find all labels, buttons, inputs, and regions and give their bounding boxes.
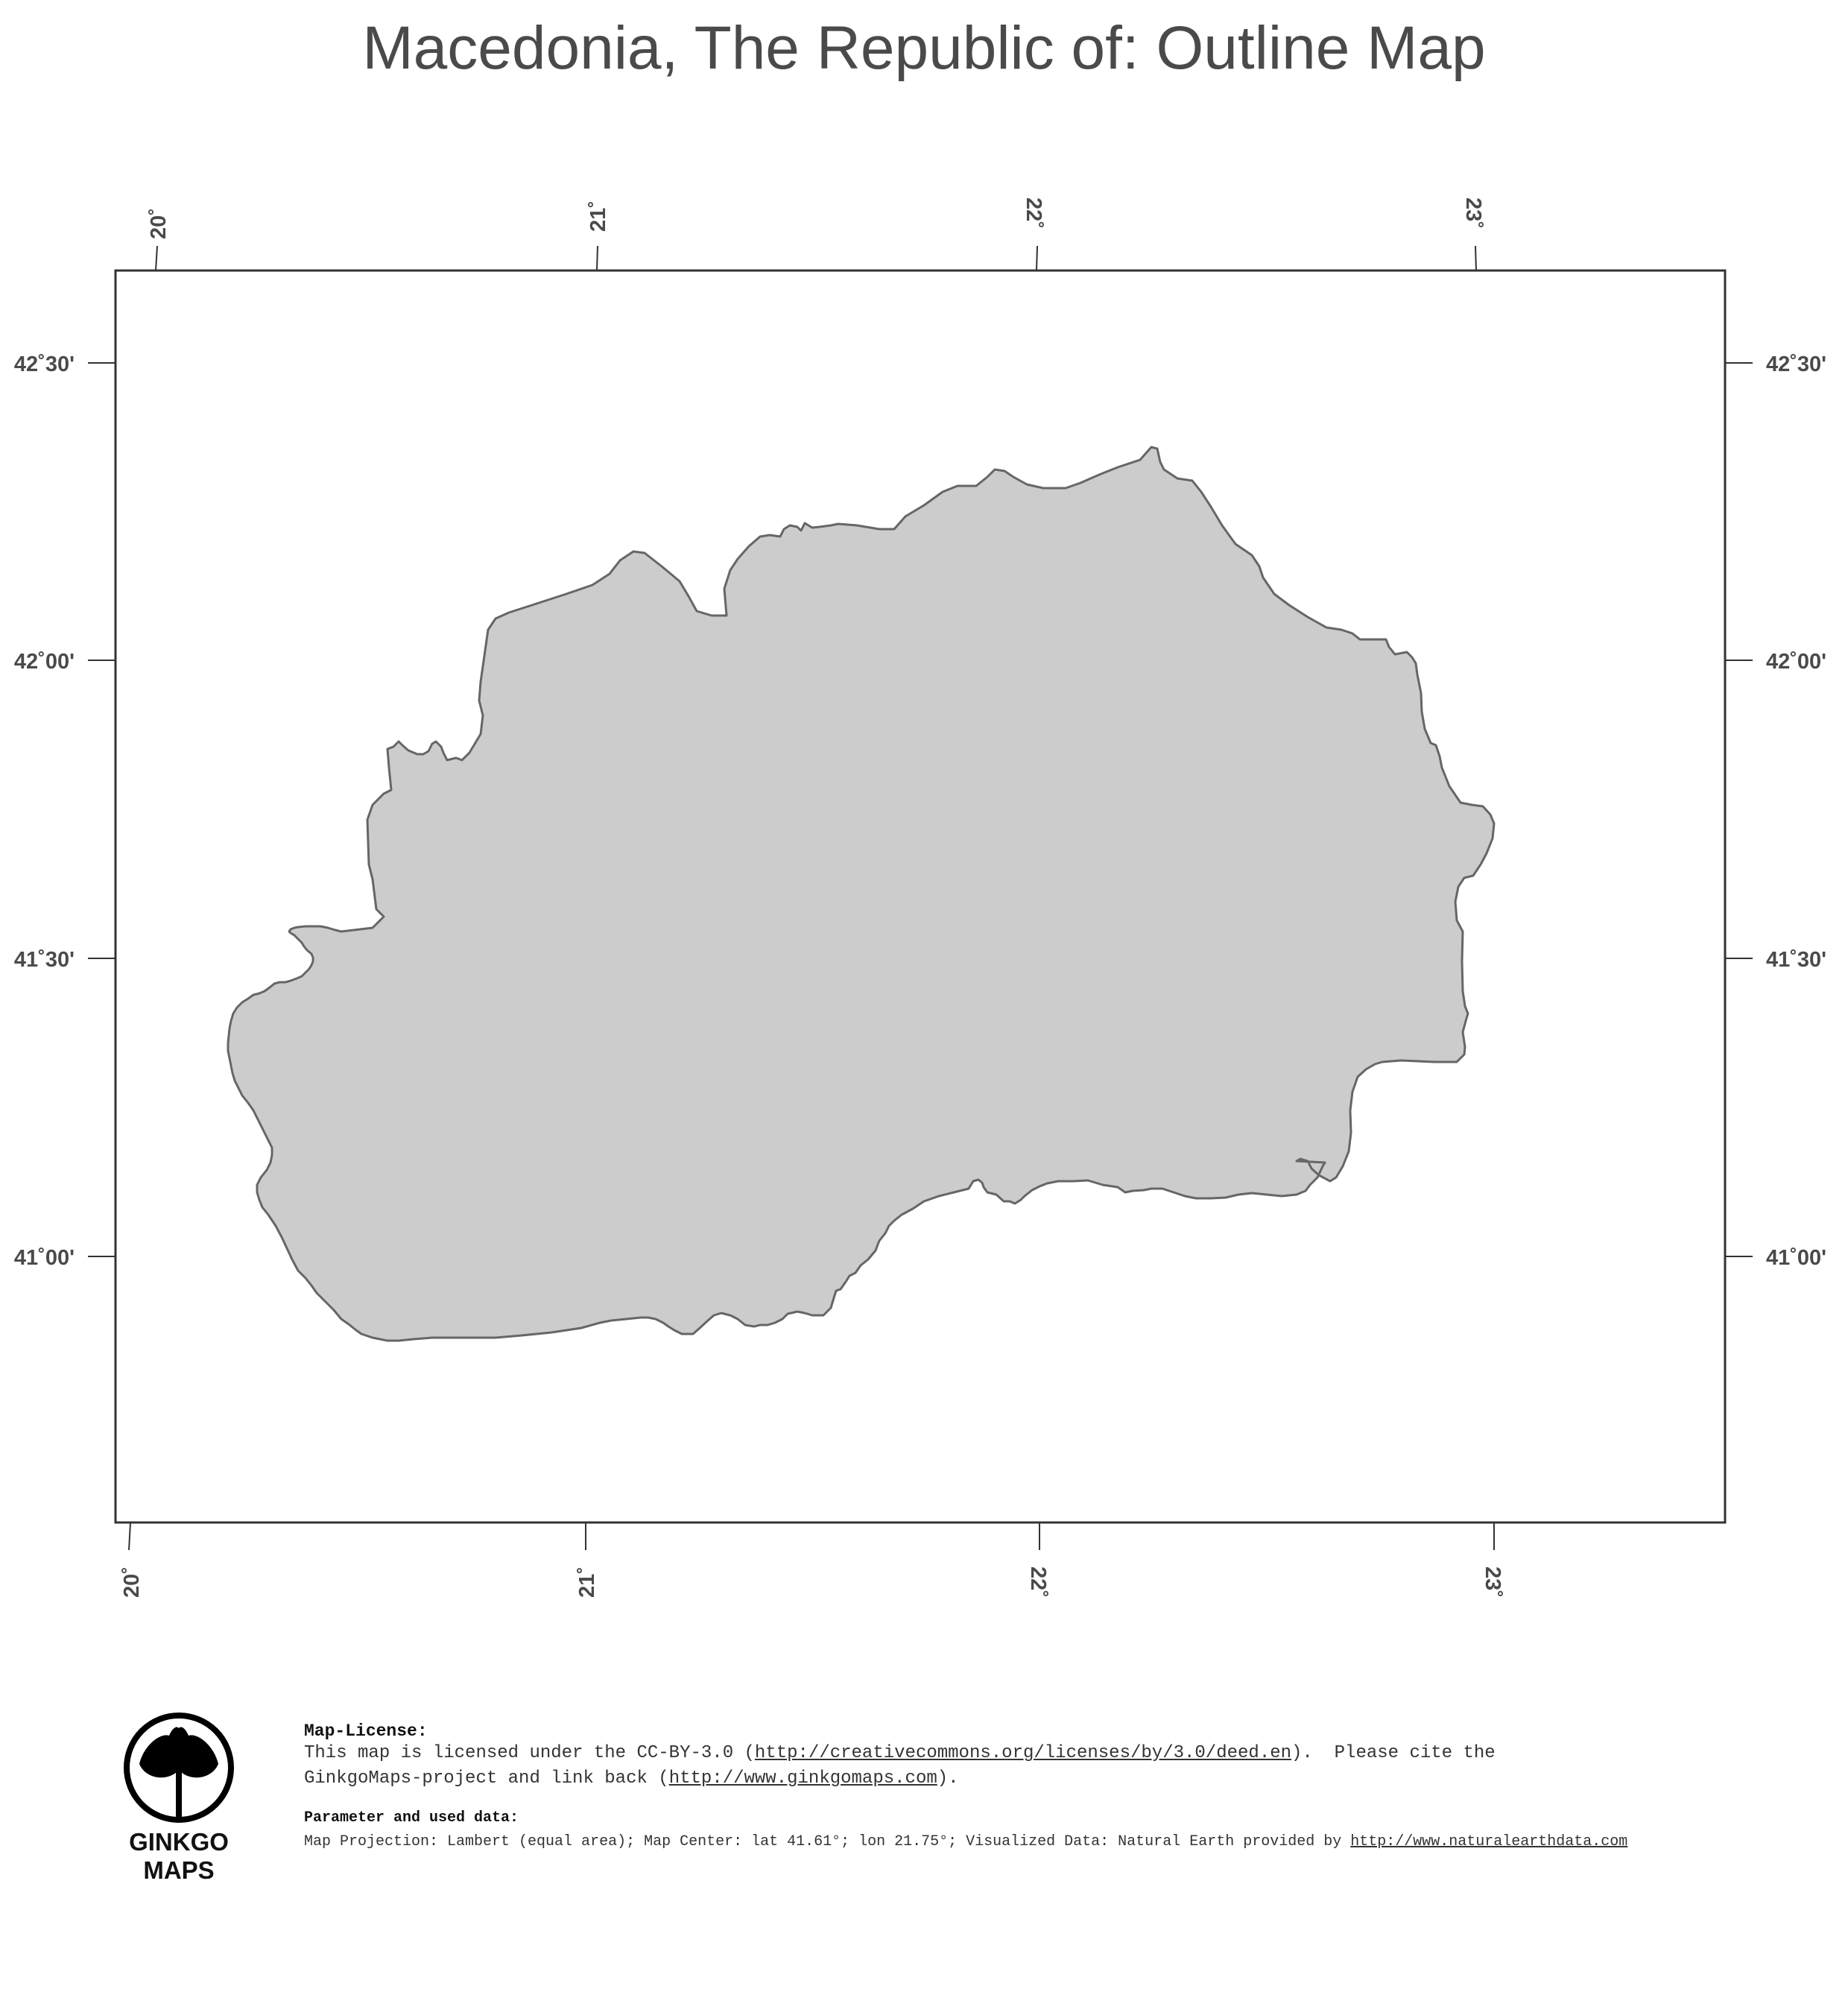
license-heading: Map-License:: [304, 1721, 428, 1741]
license-block: [304, 1721, 1627, 1853]
cc-license-link[interactable]: http://creativecommons.org/licenses/by/3.0/deed.en: [754, 1743, 1292, 1763]
bottom-lon-label-20: 20˚: [120, 1566, 144, 1598]
logo-line2: MAPS: [143, 1856, 215, 1884]
top-lon-label-23: 23˚: [1461, 197, 1485, 229]
left-lat-label-4130: 41˚30': [13, 948, 75, 972]
license-text2a: GinkgoMaps-project and link back (: [304, 1768, 669, 1789]
right-lat-label-4130: 41˚30': [1766, 948, 1827, 972]
naturalearth-link[interactable]: http://www.naturalearthdata.com: [1350, 1833, 1628, 1850]
license-line2: [304, 1766, 1627, 1792]
license-line1: [304, 1741, 1627, 1766]
params-heading: Parameter and used data:: [304, 1809, 519, 1827]
params-text: Map Projection: Lambert (equal area); Map Center: lat 41.61°; lon 21.75°; Visualized Data: Natural Earth provided by: [304, 1833, 1351, 1850]
right-lat-label-4200: 42˚00': [1766, 650, 1827, 674]
map-title: Macedonia, The Republic of: Outline Map: [362, 14, 1486, 82]
left-lat-label-4230: 42˚30': [13, 352, 75, 376]
left-lat-label-4100: 41˚00': [13, 1246, 75, 1270]
left-lat-label-4200: 42˚00': [13, 650, 75, 674]
params-line: [304, 1831, 1627, 1853]
ginkgo-maps-logo: [116, 1712, 242, 1884]
logo-line1: GINKGO: [129, 1828, 229, 1856]
bottom-lon-label-22: 22˚: [1026, 1566, 1050, 1598]
top-lon-label-22: 22˚: [1022, 197, 1045, 229]
right-lat-label-4230: 42˚30': [1766, 352, 1827, 376]
ginkgo-leaf-icon: [123, 1712, 235, 1824]
license-text1b: ). Please cite the: [1291, 1743, 1496, 1763]
bottom-lon-label-21: 21˚: [575, 1566, 599, 1598]
bottom-lon-ticks: [129, 1522, 1494, 1550]
bottom-lon-label-23: 23˚: [1481, 1566, 1504, 1598]
right-lat-label-4100: 41˚00': [1766, 1246, 1827, 1270]
left-lat-ticks: [88, 363, 116, 1256]
ginkgomaps-link[interactable]: http://www.ginkgomaps.com: [668, 1768, 937, 1789]
top-lon-label-20: 20˚: [147, 208, 171, 239]
top-lon-label-21: 21˚: [586, 200, 610, 232]
top-lon-ticks: [156, 246, 1476, 271]
license-text2b: ).: [937, 1768, 959, 1789]
license-text1a: This map is licensed under the CC-BY-3.0 (: [304, 1743, 755, 1763]
